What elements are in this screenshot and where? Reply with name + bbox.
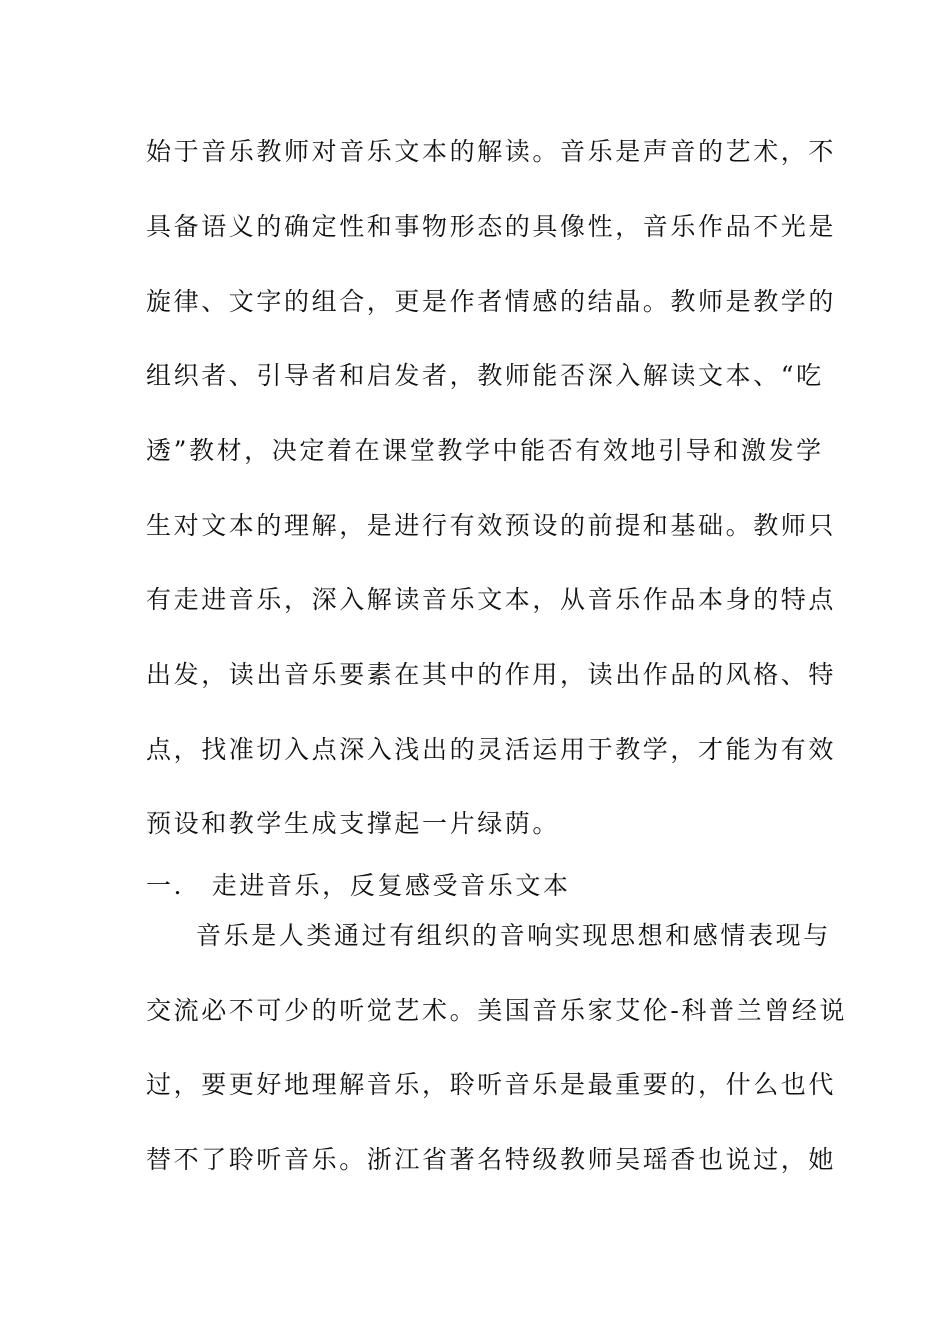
paragraph-line: 音乐是人类通过有组织的音响实现思想和感情表现与 — [196, 921, 831, 950]
paragraph-line: 有走进音乐，深入解读音乐文本，从音乐作品本身的特点 — [146, 585, 837, 614]
paragraph-line: 旋律、文字的组合，更是作者情感的结晶。教师是教学的 — [146, 287, 837, 316]
paragraph-line: 替不了聆听音乐。浙江省著名特级教师吴瑶香也说过，她 — [146, 1145, 837, 1174]
paragraph-line: 具备语义的确定性和事物形态的具像性，音乐作品不光是 — [146, 212, 837, 241]
paragraph-line: 预设和教学生成支撑起一片绿荫。 — [146, 809, 561, 838]
paragraph-line: 交流必不可少的听觉艺术。美国音乐家艾伦-科普兰曾经说 — [146, 996, 848, 1025]
paragraph-line: 始于音乐教师对音乐文本的解读。音乐是声音的艺术，不 — [146, 137, 837, 166]
paragraph-line: 生对文本的理解，是进行有效预设的前提和基础。教师只 — [146, 511, 837, 540]
paragraph-line: 组织者、引导者和启发者，教师能否深入解读文本、“吃 — [146, 361, 824, 390]
paragraph-line: 出发，读出音乐要素在其中的作用，读出作品的风格、特 — [146, 660, 837, 689]
paragraph-line: 透”教材，决定着在课堂教学中能否有效地引导和激发学 — [146, 436, 824, 465]
paragraph-line: 过，要更好地理解音乐，聆听音乐是最重要的，什么也代 — [146, 1070, 837, 1099]
section-heading: 一． 走进音乐，反复感受音乐文本 — [146, 871, 571, 900]
paragraph-line: 点，找准切入点深入浅出的灵活运用于教学，才能为有效 — [146, 735, 837, 764]
